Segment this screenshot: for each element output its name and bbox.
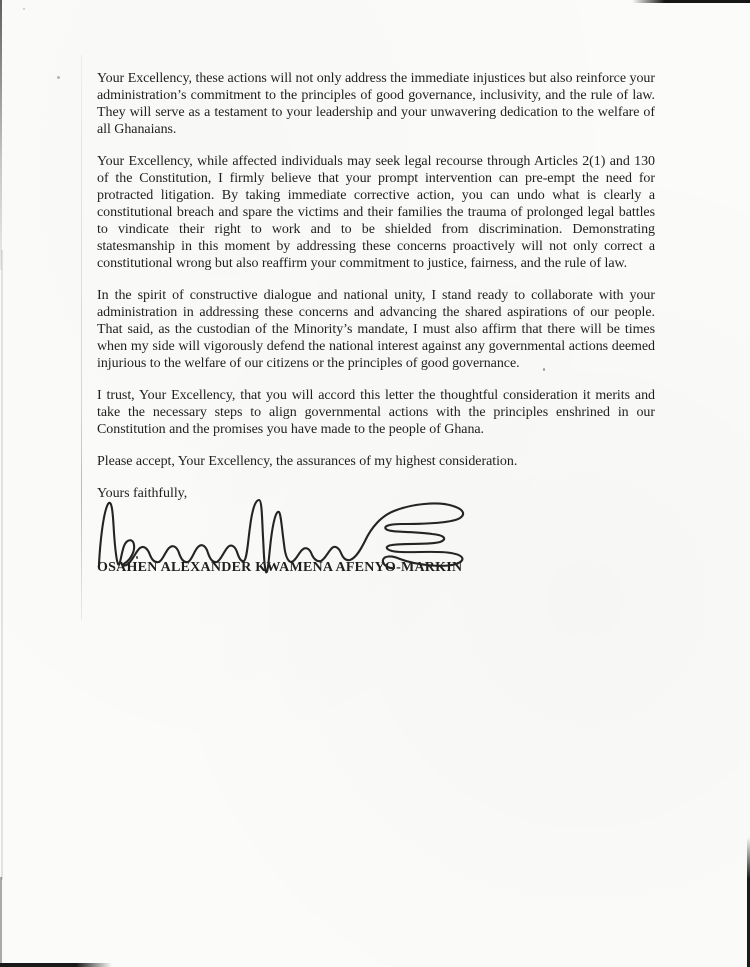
handwritten-signature: [94, 496, 469, 578]
ink-speck: [23, 8, 25, 10]
scan-artifact-left-edge-bottom: [0, 877, 2, 967]
scan-crease-line: [81, 55, 82, 620]
closing-salutation: Yours faithfully,: [97, 486, 188, 501]
scan-artifact-bottom-left-edge: [0, 963, 112, 967]
signatory-name: OSAHEN ALEXANDER KWAMENA AFENYO-MARKIN: [97, 560, 463, 575]
scan-artifact-left-edge-middle: [1, 250, 3, 880]
letter-paragraph-5: Please accept, Your Excellency, the assurances of my highest consideration.: [97, 454, 518, 469]
letter-paragraph-4: I trust, Your Excellency, that you will accord this letter the thoughtful consideration it merits and take the necessary steps to align governmental actions with the principles enshrined in our Constitution and the promises you have made to the people of Ghana.: [97, 388, 655, 437]
scan-artifact-top-right-edge: [632, 0, 750, 3]
letter-paragraph-1: Your Excellency, these actions will not only address the immediate injustices but also reinforce your administration’s commitment to the principles of good governance, inclusivity, and the rule of law. They will serve as a testament to your leadership and your unwavering dedication to the welfare of all Ghanaians.: [97, 71, 655, 137]
ink-speck: [57, 76, 60, 79]
letter-paragraph-2: Your Excellency, while affected individuals may seek legal recourse through Articles 2(1) and 130 of the Constitution, I firmly believe that your prompt intervention can pre-empt the need for protracted litigation. By taking immediate corrective action, you can undo what is clearly a constitutional breach and spare the victims and their families the trauma of prolonged legal battles to vindicate their right to work and to be shielded from discrimination. Demonstrating statesmanship in this moment by addressing these concerns proactively will not only correct a constitutional wrong but also reaffirm your commitment to justice, fairness, and the rule of law.: [97, 154, 655, 271]
scan-artifact-left-edge-top: [0, 0, 2, 270]
letter-body: [97, 70, 655, 576]
letter-paragraph-3: In the spirit of constructive dialogue and national unity, I stand ready to collaborate with your administration in addressing these concerns and advancing the shared aspirations of our people. That said, as the custodian of the Minority’s mandate, I must also affirm that there will be times when my side will vigorously defend the national interest against any governmental actions deemed injurious to the welfare of our citizens or the principles of good governance.: [97, 288, 655, 371]
signature-block: [97, 502, 655, 560]
